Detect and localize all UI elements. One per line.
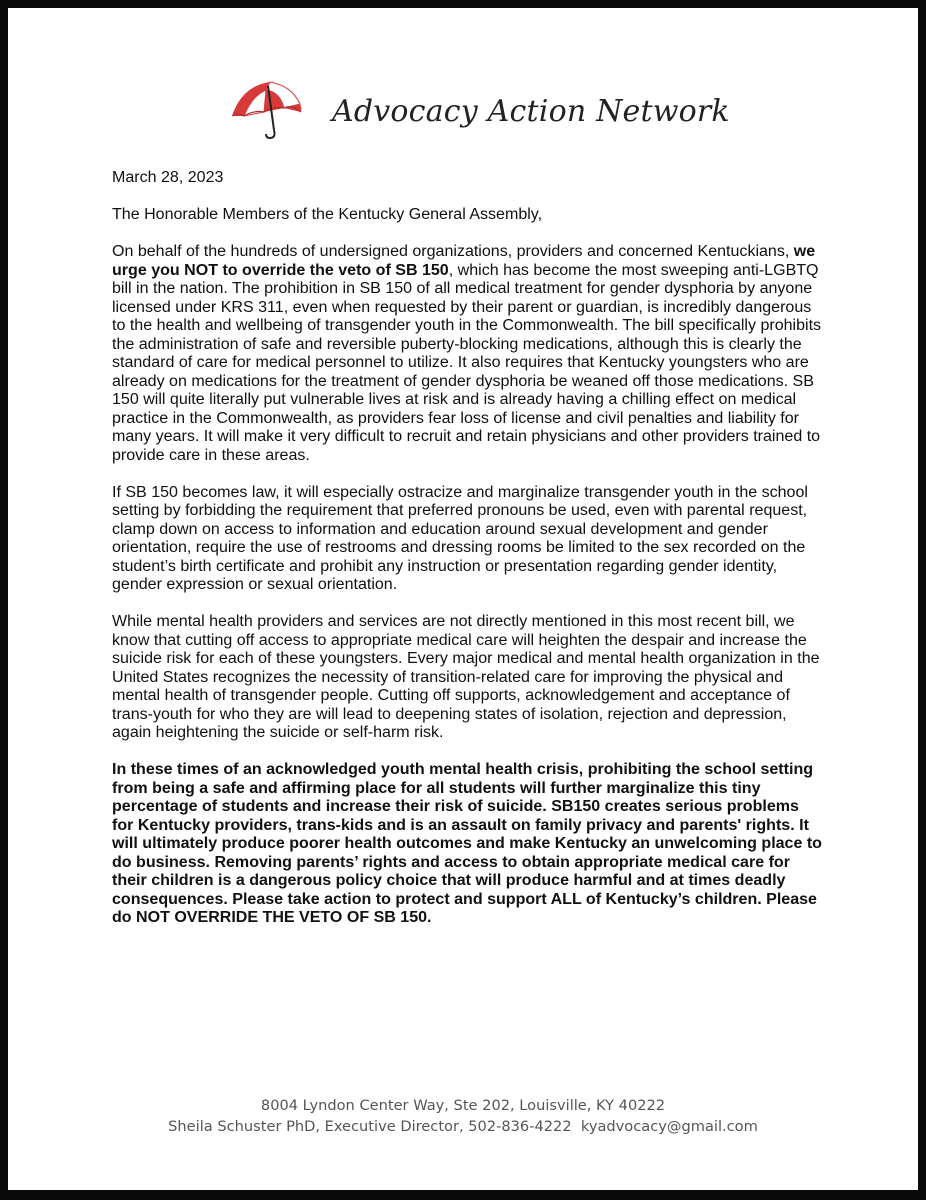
paragraph-3: While mental health providers and services are not directly mentioned in this most recent bill, we know that cutting off access to appropriate medical care will heighten the despair and increase the suicide risk for each of these youngsters. Every major medical and mental health organization in the United States recognizes the necessity of transition-related care for improving the physical and mental health of transgender people. Cutting off supports, acknowledgement and acceptance of trans-youth for who they are will lead to deepening states of isolation, rejection and depression, again heightening the suicide or self-harm risk. [112,612,820,741]
footer-contact: Sheila Schuster PhD, Executive Director, 502-836-4222 kyadvocacy@gmail.com [168,1118,758,1135]
paragraph-4: In these times of an acknowledged youth mental health crisis, prohibiting the school setting from being a safe and affirming place for all students will further marginalize this tiny percentage of students and increase their risk of suicide. SB150 creates serious problems for Kentucky providers, trans-kids and is an assault on family privacy and parents' rights. It will ultimately produce poorer health outcomes and make Kentucky an unwelcoming place to do business. Removing parents’ rights and access to obtain appropriate medical care for their children is a dangerous policy choice that will produce harmful and at times deadly consequences. Please take action to protect and support ALL of Kentucky’s children. Please do NOT OVERRIDE THE VETO OF SB 150. [112,760,822,926]
paragraph-1-emphasis: we urge you NOT to override the veto of SB 150 [112,242,816,279]
letter-body [112,168,824,945]
paragraph-1-lead: On behalf of the hundreds of undersigned organizations, providers and concerned Kentuckians, [112,242,794,260]
paragraph-2: If SB 150 becomes law, it will especially ostracize and marginalize transgender youth in the school setting by forbidding the requirement that preferred pronouns be used, even with parental request, clamp down on access to information and education around sexual development and gender orientation, require the use of restrooms and dressing rooms be limited to the sex recorded on the student’s birth certificate and prohibit any instruction or presentation regarding gender identity, gender expression or sexual orientation. [112,482,808,593]
footer-address: 8004 Lyndon Center Way, Ste 202, Louisville, KY 40222 [260,1097,666,1114]
letterhead [226,78,730,140]
letter-page [8,8,918,1190]
paragraph-1-rest: , which has become the most sweeping anti-LGBTQ bill in the nation. The prohibition in SB 150 of all medical treatment for gender dysphoria by anyone licensed under KRS 311, even when requested by their parent or guardian, is incredibly dangerous to the health and wellbeing of transgender youth in the Commonwealth. The bill specifically prohibits the administration of safe and reversible puberty-blocking medications, although this is clearly the standard of care for medical personnel to utilize. It also requires that Kentucky youngsters who are already on medications for the treatment of gender dysphoria be weaned off those medications. SB 150 will quite literally put vulnerable lives at risk and is already having a chilling effect on medical practice in the Commonwealth, as providers fear loss of license and civil penalties and liability for many years. It will make it very difficult to recruit and retain physicians and other providers trained to provide care in these areas. [112,260,822,464]
letter-date: March 28, 2023 [112,168,224,186]
footer [8,1095,918,1137]
salutation: The Honorable Members of the Kentucky General Assembly, [112,205,543,223]
paragraph-1 [112,242,824,464]
umbrella-icon [226,78,306,140]
org-name: Advocacy Action Network [332,93,730,129]
